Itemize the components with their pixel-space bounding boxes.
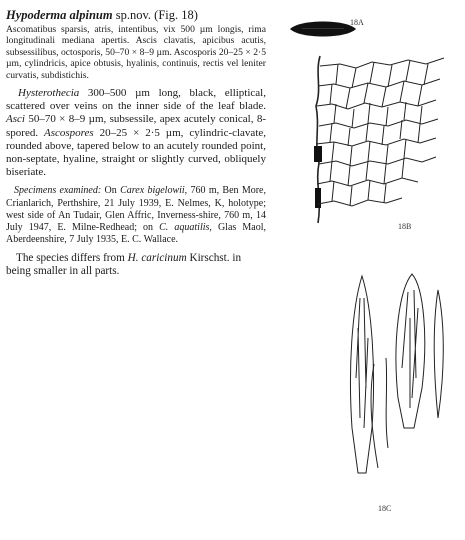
species-heading <box>6 8 266 22</box>
desc-term-hysterothecia: Hysterothecia <box>18 87 80 100</box>
latin-diagnosis: Ascomatibus sparsis, atris, intentibus, vix 500 µm longis, rima longitudinali mediana apertis. Ascis clavatis, apicibus acutis, subsessilibus, octosporis, 50–70 × 8–9 µm. Ascosporis 20–25 × 2·5 µm, cylindricis, apice obtusis, hyalinis, continuis, rectis vel leniter curvatis, subdistichis. <box>6 24 266 81</box>
desc-term-asci: Asci <box>6 113 25 126</box>
differential-note <box>6 252 266 278</box>
specimens-host-2: C. aquatilis <box>159 222 210 234</box>
fig-18b-cells <box>310 48 460 233</box>
fig-label-18c: 18C <box>378 504 392 513</box>
species-heading-suffix: sp.nov. (Fig. 18) <box>112 8 198 22</box>
diff-text-1: The species differs from <box>16 252 128 265</box>
fig-label-18b: 18B <box>398 222 412 231</box>
specimens-text-1: On <box>101 185 121 197</box>
fig-label-18a: 18A <box>350 18 364 27</box>
desc-text-2: 50–70 × 8–9 µm, subsessile, apex acutely conical, 8-spored. <box>6 113 266 139</box>
desc-term-ascospores: Ascospores <box>44 126 94 139</box>
specimens-label: Specimens examined: <box>14 185 102 197</box>
specimens-text-3: , Glas Maol, Aberdeenshire, 7 July 1935, E. C. Wallace. <box>6 222 266 246</box>
diff-species: H. caricinum <box>127 252 187 265</box>
english-description <box>6 87 266 179</box>
specimens-text-2: , 760 m, Ben More, Crianlarich, Perthshire, 21 July 1939, E. Nelmes, K, holotype; west side of An Tudair, Glen Affric, Inverness-shire, 760 m, 14 July 1947, E. Milne-Redhead; on <box>6 185 266 234</box>
desc-text-1: 300–500 µm long, black, elliptical, scattered over veins on the inner side of the leaf blade. <box>6 87 266 113</box>
text-column <box>6 8 266 278</box>
species-name: Hypoderma alpinum <box>6 8 113 22</box>
desc-text-3: 20–25 × 2·5 µm, cylindric-clavate, rounded above, tapered below to an acutely rounded point, non-septate, hyaline, straight or slightly curved, obliquely biseriate. <box>6 126 267 179</box>
fig-18c-asci <box>338 268 458 493</box>
diff-text-2: Kirschst. in being smaller in all parts. <box>6 252 242 278</box>
fig-18a-ascoma <box>288 14 358 44</box>
specimens-host-1: Carex bigelowii <box>120 185 185 197</box>
specimens-examined <box>6 185 266 246</box>
